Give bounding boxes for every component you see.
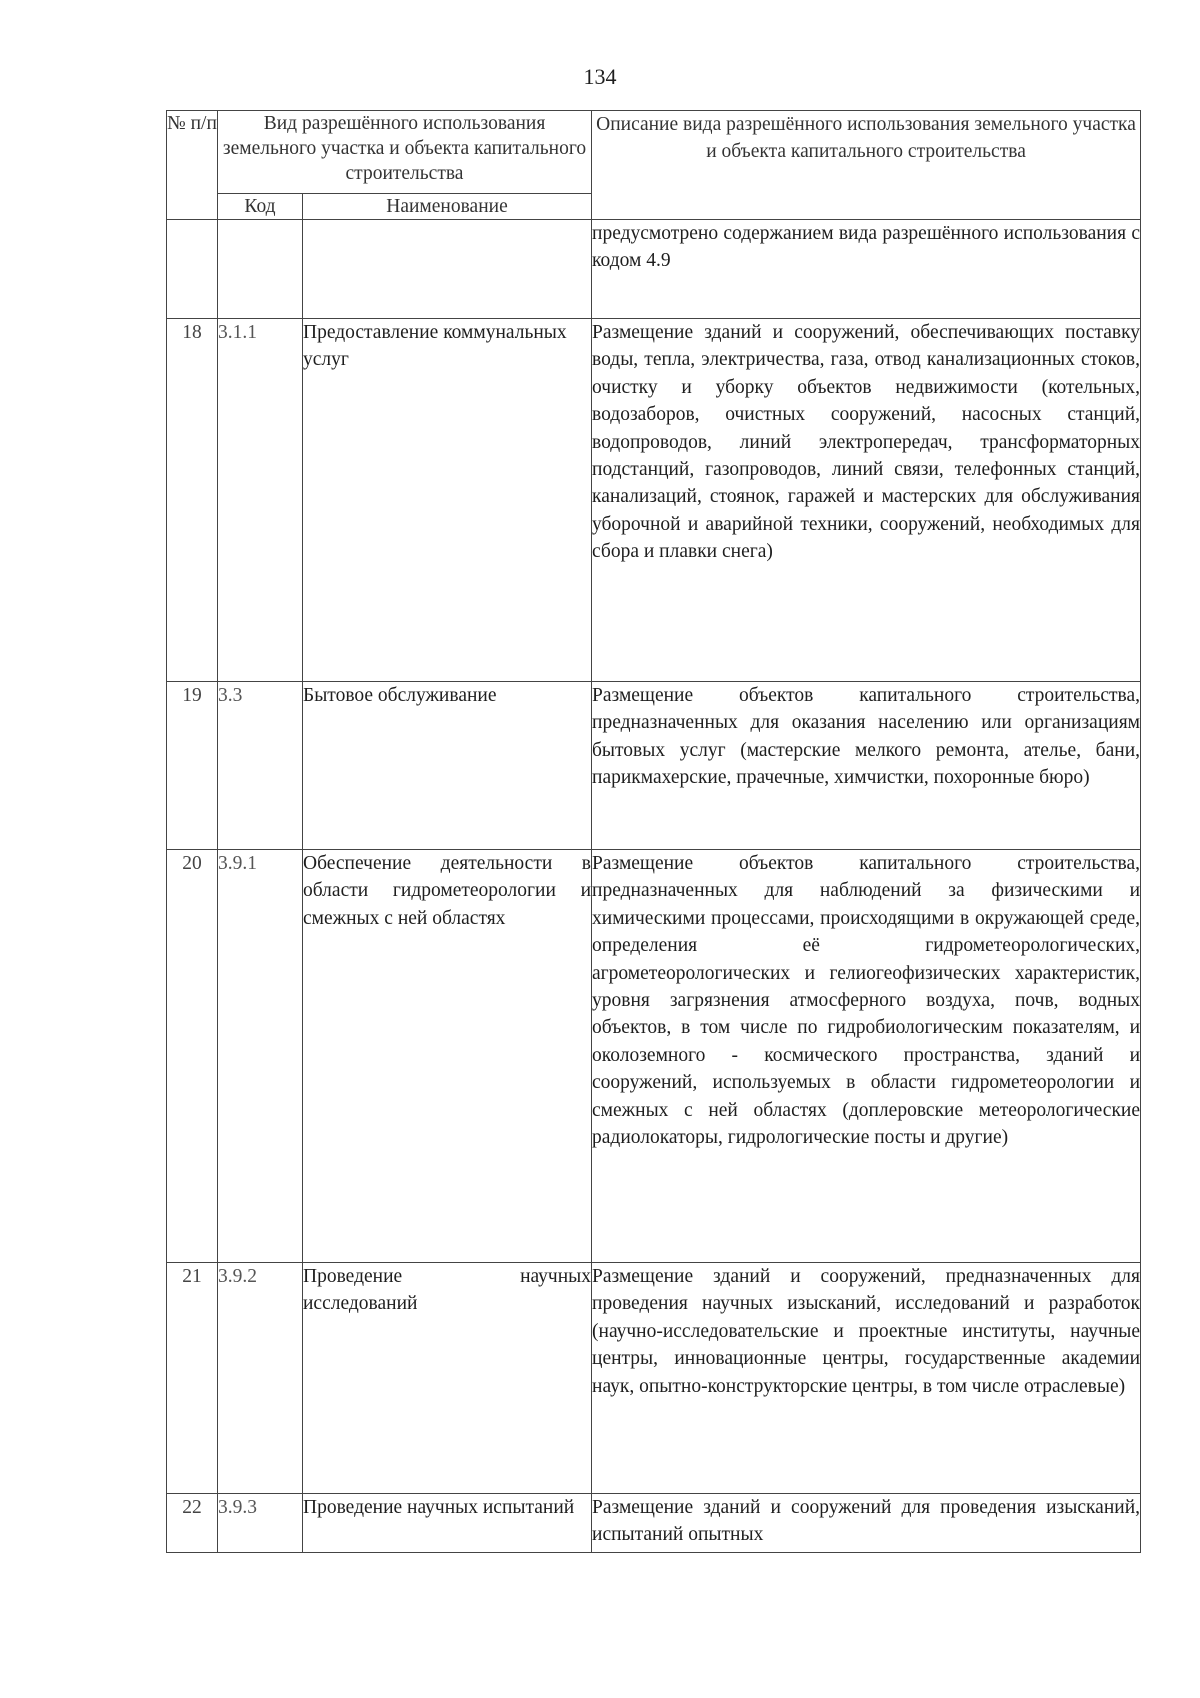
row-code: 3.9.3 — [218, 1494, 303, 1553]
table-row — [167, 682, 1141, 850]
row-name: Бытовое обслуживание — [303, 682, 592, 850]
row-name: Проведение научных испытаний — [303, 1494, 592, 1553]
land-use-table — [166, 110, 1141, 1553]
row-num: 20 — [167, 850, 218, 1263]
header-description: Описание вида разрешённого использования земельного участка и объекта капитального строительства — [592, 111, 1141, 220]
table-row — [167, 850, 1141, 1263]
row-description: Размещение объектов капитального строительства, предназначенных для оказания населению или организациям бытовых услуг (мастерские мелкого ремонта, ателье, бани, парикмахерские, прачечные, химчистки, похоронные бюро) — [592, 682, 1141, 850]
table-body — [167, 220, 1141, 1553]
table-row — [167, 220, 1141, 319]
row-name: Предоставление коммунальных услуг — [303, 319, 592, 682]
header-name: Наименование — [303, 194, 592, 220]
table-row — [167, 1494, 1141, 1553]
row-num — [167, 220, 218, 319]
table-header — [167, 111, 1141, 220]
row-description: Размещение зданий и сооружений, обеспечивающих поставку воды, тепла, электричества, газа, отвод канализационных стоков, очистку и уборку объектов недвижимости (котельных, водозаборов, очистных сооружений, насосных станций, водопроводов, линий электропередач, трансформаторных подстанций, газопроводов, линий связи, телефонных станций, канализаций, стоянок, гаражей и мастерских для обслуживания уборочной и аварийной техники, сооружений, необходимых для сбора и плавки снега) — [592, 319, 1141, 682]
row-code: 3.1.1 — [218, 319, 303, 682]
row-num: 18 — [167, 319, 218, 682]
header-code: Код — [218, 194, 303, 220]
row-code: 3.9.2 — [218, 1263, 303, 1494]
row-description: Размещение объектов капитального строительства, предназначенных для наблюдений за физическими и химическими процессами, происходящими в окружающей среде, определения её гидрометеорологических, агрометеорологических и гелиогеофизических характеристик, уровня загрязнения атмосферного воздуха, почв, водных объектов, в том числе по гидробиологическим показателям, и околоземного - космического пространства, зданий и сооружений, используемых в области гидрометеорологии и смежных с ней областях (доплеровские метеорологические радиолокаторы, гидрологические посты и другие) — [592, 850, 1141, 1263]
row-code: 3.3 — [218, 682, 303, 850]
header-num: № п/п — [167, 111, 218, 220]
row-num: 19 — [167, 682, 218, 850]
row-description: Размещение зданий и сооружений для проведения изысканий, испытаний опытных — [592, 1494, 1141, 1553]
row-name: Проведение научных исследований — [303, 1263, 592, 1494]
table-row — [167, 319, 1141, 682]
row-name — [303, 220, 592, 319]
row-description: Размещение зданий и сооружений, предназначенных для проведения научных изысканий, исследований и разработок (научно-исследовательские и проектные институты, научные центры, инновационные центры, государственные академии наук, опытно-конструкторские центры, в том числе отраслевые) — [592, 1263, 1141, 1494]
row-num: 21 — [167, 1263, 218, 1494]
header-group: Вид разрешённого использования земельного участка и объекта капитального строительства — [218, 111, 592, 194]
row-name: Обеспечение деятельности в области гидрометеорологии и смежных с ней областях — [303, 850, 592, 1263]
page-number: 134 — [583, 64, 617, 89]
row-description: предусмотрено содержанием вида разрешённого использования с кодом 4.9 — [592, 220, 1141, 319]
table-row — [167, 1263, 1141, 1494]
row-code — [218, 220, 303, 319]
row-code: 3.9.1 — [218, 850, 303, 1263]
row-num: 22 — [167, 1494, 218, 1553]
